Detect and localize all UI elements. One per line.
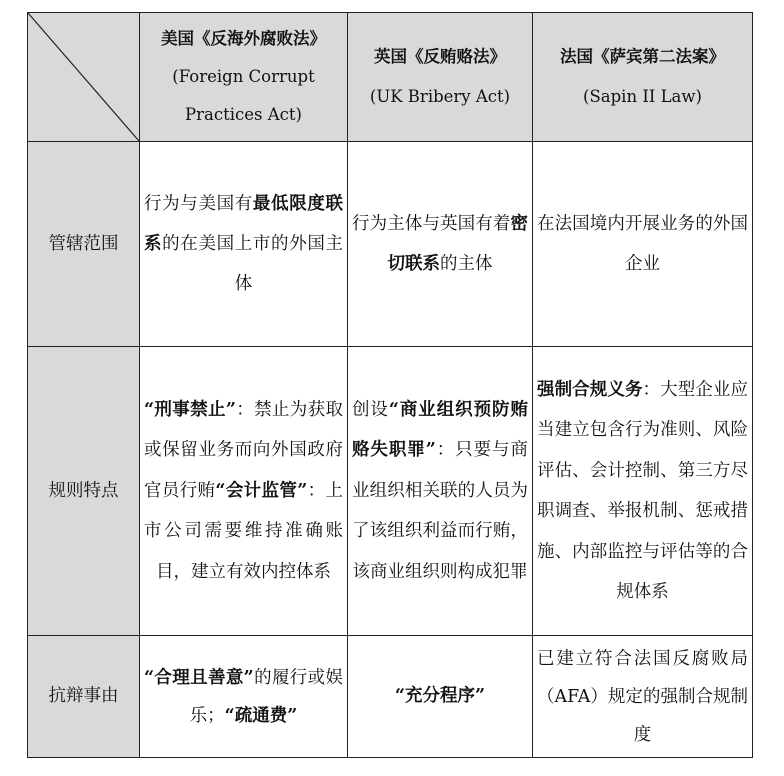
text: ：只要与商业组织相关联的人员为了该组织利益而行贿，该商业组织则构成犯罪 [352, 440, 528, 582]
header-uk-sub: (UK Bribery Act) [369, 87, 511, 106]
text: 在法国境内开展业务的外国企业 [537, 214, 748, 274]
bold-text: “合理且善意” [144, 667, 254, 688]
cell-defense-fr [533, 636, 753, 758]
text: ：禁止为获取或保留业务而向外国政府官员行贿 [144, 399, 343, 501]
text: 行为与美国有 [144, 194, 253, 214]
header-us-sub2: Practices Act) [185, 105, 302, 124]
header-fr-title: 法国《萨宾第二法案》 [560, 47, 725, 66]
bold-text: 密切联系 [387, 214, 528, 274]
diagonal-line [28, 13, 139, 141]
cell-rules-fr [533, 347, 753, 636]
text: 创设 [352, 399, 389, 420]
comparison-table [27, 12, 753, 758]
bold-text: “商业组织预防贿赂失职罪” [352, 399, 528, 461]
text: 的主体 [440, 254, 493, 274]
header-row [28, 13, 753, 142]
text: 的在美国上市的外国主体 [162, 234, 344, 294]
header-us [140, 13, 348, 142]
bold-text: “疏通费” [224, 705, 298, 726]
bold-text: “刑事禁止” [144, 399, 236, 420]
header-uk [348, 13, 533, 142]
bold-text: 强制合规义务 [537, 379, 643, 400]
text: 已建立符合法国反腐败局（AFA）规定的强制合规制度 [537, 648, 748, 745]
corner-cell [28, 13, 140, 142]
cell-rules-us [140, 347, 348, 636]
row-label-defense: 抗辩事由 [28, 636, 140, 758]
cell-jurisdiction-fr [533, 142, 753, 347]
header-fr-sub: (Sapin II Law) [583, 87, 702, 106]
cell-rules-uk [348, 347, 533, 636]
text: ：上市公司需要维持准确账目，建立有效内控体系 [144, 480, 343, 582]
row-defense [28, 636, 753, 758]
row-rules [28, 347, 753, 636]
row-jurisdiction [28, 142, 753, 347]
bold-text: 最低限度联系 [144, 194, 344, 254]
cell-jurisdiction-us [140, 142, 348, 347]
text: 行为主体与英国有着 [352, 214, 511, 234]
row-label-rules: 规则特点 [28, 347, 140, 636]
row-label-jurisdiction: 管辖范围 [28, 142, 140, 347]
cell-defense-us [140, 636, 348, 758]
bold-text: “会计监管” [215, 480, 308, 501]
header-fr [533, 13, 753, 142]
header-us-title: 美国《反海外腐败法》 [161, 29, 326, 48]
cell-defense-uk [348, 636, 533, 758]
text: ：大型企业应当建立包含行为准则、风险评估、会计控制、第三方尽职调查、举报机制、惩戒措施、内部监控与评估等的合规体系 [537, 379, 749, 602]
header-us-sub1: (Foreign Corrupt [172, 67, 315, 86]
cell-jurisdiction-uk [348, 142, 533, 347]
text: 的履行或娱乐； [189, 667, 344, 726]
bold-text: “充分程序” [394, 686, 486, 706]
header-uk-title: 英国《反贿赂法》 [374, 47, 506, 66]
